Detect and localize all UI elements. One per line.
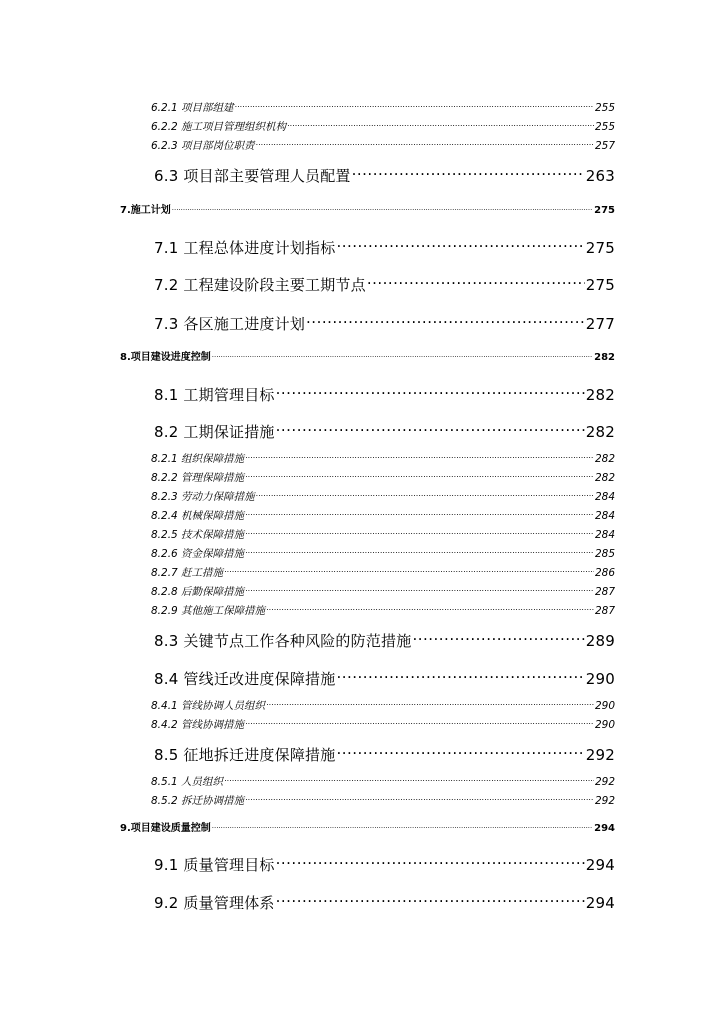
dot-leader	[224, 771, 594, 785]
toc-entry-8-5[interactable]	[154, 738, 615, 764]
toc-entry-8-3[interactable]	[154, 624, 615, 650]
dot-leader	[412, 624, 584, 646]
toc-entry-title: 8.2.4 机械保障措施	[151, 510, 245, 522]
toc-entry-title: 8.2.8 后勤保障措施	[151, 586, 245, 598]
dot-leader	[235, 97, 594, 111]
toc-entry-title: 8.2.3 劳动力保障措施	[151, 491, 255, 503]
toc-entry-7-2[interactable]	[154, 268, 615, 294]
toc-entry-page: 294	[585, 894, 615, 912]
toc-entry-title: 8.5.2 拆迁协调措施	[151, 795, 245, 807]
dot-leader	[245, 714, 594, 728]
dot-leader	[245, 581, 594, 595]
toc-entry-page: 284	[594, 510, 615, 522]
dot-leader	[256, 486, 594, 500]
dot-leader	[276, 848, 585, 870]
toc-entry-page: 255	[594, 121, 615, 133]
dot-leader	[287, 116, 594, 130]
dot-leader	[352, 159, 585, 181]
dot-leader	[245, 790, 594, 804]
dot-leader	[367, 268, 585, 290]
dot-leader	[245, 467, 594, 481]
dot-leader	[245, 524, 594, 538]
toc-entry-page: 294	[585, 856, 615, 874]
toc-entry-6-2-2[interactable]	[151, 116, 615, 133]
toc-entry-8-4-1[interactable]	[151, 695, 615, 712]
toc-entry-title: 7.1 工程总体进度计划指标	[154, 239, 336, 257]
toc-entry-page: 282	[594, 472, 615, 484]
toc-entry-8-5-2[interactable]	[151, 790, 615, 807]
toc-entry-page: 255	[594, 102, 615, 114]
toc-entry-9-2[interactable]	[154, 886, 615, 912]
toc-entry-title: 8.2.1 组织保障措施	[151, 453, 245, 465]
toc-entry-8[interactable]	[120, 346, 615, 363]
toc-entry-page: 292	[594, 776, 615, 788]
toc-entry-title: 9.项目建设质量控制	[120, 823, 211, 834]
toc-entry-6-2-1[interactable]	[151, 97, 615, 114]
toc-entry-title: 8.4.1 管线协调人员组织	[151, 700, 266, 712]
toc-entry-title: 6.2.1 项目部组建	[151, 102, 234, 114]
toc-entry-title: 6.2.2 施工项目管理组织机构	[151, 121, 287, 133]
toc-entry-8-2-1[interactable]	[151, 448, 615, 465]
toc-entry-page: 282	[594, 352, 615, 363]
toc-entry-page: 282	[585, 423, 615, 441]
dot-leader	[336, 738, 584, 760]
dot-leader	[245, 543, 594, 557]
toc-entry-9-1[interactable]	[154, 848, 615, 874]
toc-entry-title: 6.2.3 项目部岗位职责	[151, 140, 255, 152]
toc-entry-page: 285	[594, 548, 615, 560]
toc-entry-title: 7.施工计划	[120, 205, 171, 216]
toc-entry-page: 290	[585, 670, 615, 688]
dot-leader	[276, 415, 585, 437]
toc-entry-title: 9.1 质量管理目标	[154, 856, 275, 874]
toc-entry-9[interactable]	[120, 817, 615, 834]
dot-leader	[266, 600, 594, 614]
toc-entry-title: 8.1 工期管理目标	[154, 386, 275, 404]
toc-entry-8-2-7[interactable]	[151, 562, 615, 579]
dot-leader	[172, 199, 593, 213]
toc-entry-page: 286	[594, 567, 615, 579]
toc-entry-page: 275	[594, 205, 615, 216]
toc-entry-8-1[interactable]	[154, 378, 615, 404]
toc-entry-8-4-2[interactable]	[151, 714, 615, 731]
toc-entry-page: 294	[594, 823, 615, 834]
dot-leader	[256, 135, 594, 149]
toc-entry-title: 8.2.6 资金保障措施	[151, 548, 245, 560]
toc-entry-title: 8.2.7 赶工措施	[151, 567, 224, 579]
dot-leader	[266, 695, 594, 709]
toc-entry-title: 8.5.1 人员组织	[151, 776, 224, 788]
toc-entry-title: 8.5 征地拆迁进度保障措施	[154, 746, 336, 764]
toc-entry-page: 289	[585, 632, 615, 650]
dot-leader	[336, 231, 584, 253]
toc-entry-title: 8.2.2 管理保障措施	[151, 472, 245, 484]
toc-entry-6-2-3[interactable]	[151, 135, 615, 152]
toc-entry-8-2-3[interactable]	[151, 486, 615, 503]
toc-entry-page: 275	[585, 276, 615, 294]
toc-entry-title: 9.2 质量管理体系	[154, 894, 275, 912]
toc-entry-title: 6.3 项目部主要管理人员配置	[154, 167, 351, 185]
toc-entry-page: 277	[585, 315, 615, 333]
dot-leader	[212, 817, 593, 831]
toc-entry-8-2-8[interactable]	[151, 581, 615, 598]
toc-entry-title: 8.3 关键节点工作各种风险的防范措施	[154, 632, 412, 650]
toc-entry-page: 287	[594, 605, 615, 617]
dot-leader	[276, 886, 585, 908]
toc-entry-title: 8.2.5 技术保障措施	[151, 529, 245, 541]
dot-leader	[245, 448, 594, 462]
dot-leader	[224, 562, 594, 576]
toc-entry-title: 7.3 各区施工进度计划	[154, 315, 306, 333]
toc-entry-8-2-6[interactable]	[151, 543, 615, 560]
toc-entry-title: 8.4.2 管线协调措施	[151, 719, 245, 731]
toc-entry-8-2-4[interactable]	[151, 505, 615, 522]
toc-entry-title: 8.2 工期保证措施	[154, 423, 275, 441]
toc-entry-page: 290	[594, 700, 615, 712]
toc-entry-title: 8.2.9 其他施工保障措施	[151, 605, 266, 617]
dot-leader	[212, 346, 593, 360]
dot-leader	[336, 662, 584, 684]
toc-entry-7-1[interactable]	[154, 231, 615, 257]
dot-leader	[276, 378, 585, 400]
toc-entry-title: 7.2 工程建设阶段主要工期节点	[154, 276, 366, 294]
toc-entry-page: 290	[594, 719, 615, 731]
toc-entry-page: 275	[585, 239, 615, 257]
toc-entry-page: 282	[585, 386, 615, 404]
toc-entry-8-5-1[interactable]	[151, 771, 615, 788]
toc-entry-7-3[interactable]	[154, 307, 615, 333]
toc-entry-page: 287	[594, 586, 615, 598]
toc-entry-8-2-9[interactable]	[151, 600, 615, 617]
toc-entry-8-2-5[interactable]	[151, 524, 615, 541]
toc-entry-page: 284	[594, 491, 615, 503]
toc-entry-8-2[interactable]	[154, 415, 615, 441]
toc-entry-page: 292	[594, 795, 615, 807]
toc-entry-page: 263	[585, 167, 615, 185]
toc-entry-6-3[interactable]	[154, 159, 615, 185]
toc-entry-8-2-2[interactable]	[151, 467, 615, 484]
toc-entry-title: 8.项目建设进度控制	[120, 352, 211, 363]
toc-entry-7[interactable]	[120, 199, 615, 216]
toc-entry-page: 282	[594, 453, 615, 465]
toc-entry-8-4[interactable]	[154, 662, 615, 688]
toc-entry-page: 292	[585, 746, 615, 764]
toc-entry-page: 284	[594, 529, 615, 541]
toc-entry-title: 8.4 管线迁改进度保障措施	[154, 670, 336, 688]
dot-leader	[306, 307, 585, 329]
dot-leader	[245, 505, 594, 519]
toc-entry-page: 257	[594, 140, 615, 152]
